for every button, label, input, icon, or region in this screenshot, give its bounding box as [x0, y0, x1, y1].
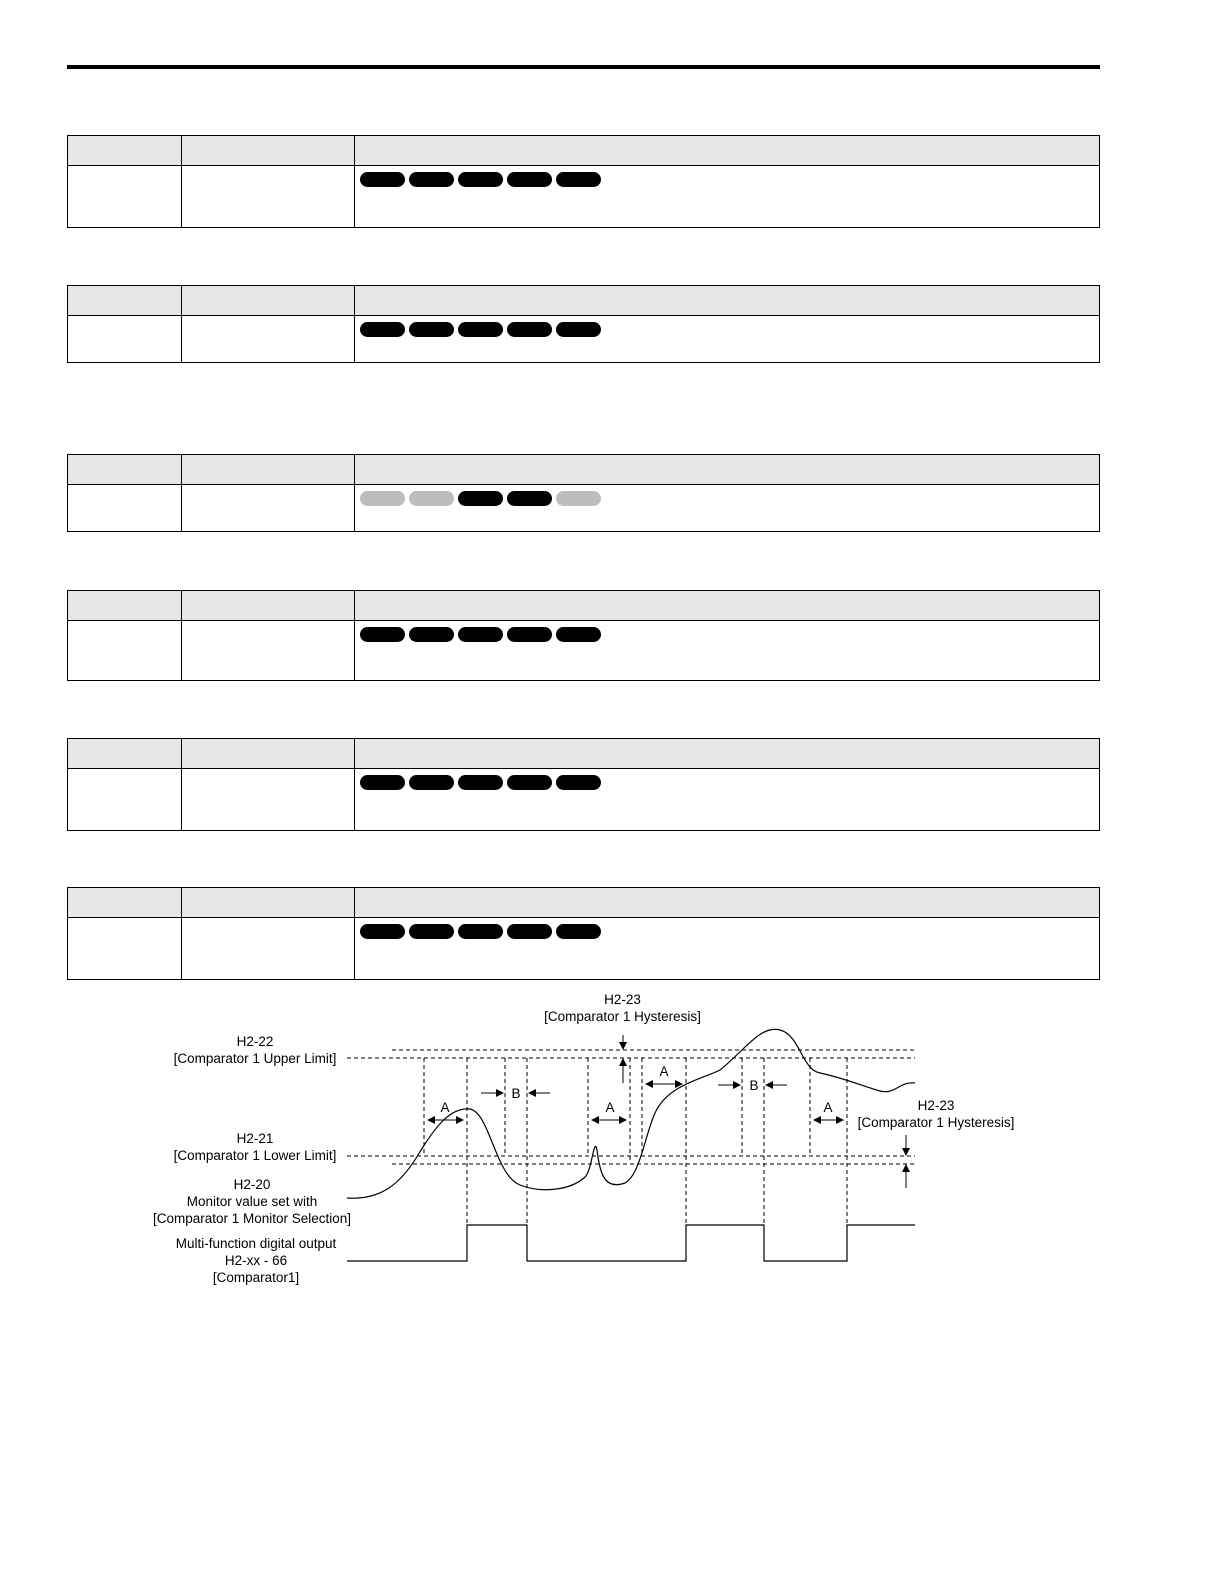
delay-a-label: A — [659, 1064, 669, 1079]
table-row — [68, 621, 1100, 681]
control-mode-badge — [507, 322, 552, 337]
control-mode-badge — [556, 322, 601, 337]
control-mode-badges — [355, 621, 1099, 642]
right-hysteresis-name: [Comparator 1 Hysteresis] — [857, 1115, 1015, 1130]
output-line-1: Multi-function digital output — [175, 1236, 337, 1251]
delay-a-label: A — [605, 1100, 615, 1115]
control-mode-badge — [409, 322, 454, 337]
parameter-table-2 — [67, 285, 1100, 363]
control-mode-badge — [360, 172, 405, 187]
table-header-row — [68, 136, 1100, 166]
header-rule — [67, 65, 1100, 69]
control-mode-badge — [360, 322, 405, 337]
table-header-row — [68, 888, 1100, 918]
parameter-table-5 — [67, 738, 1100, 831]
delay-a-label: A — [823, 1100, 833, 1115]
table-header-row — [68, 739, 1100, 769]
timing-diagram-svg — [0, 985, 1224, 1295]
table-row — [68, 769, 1100, 831]
parameter-table-3 — [67, 454, 1100, 532]
control-mode-badge — [507, 924, 552, 939]
control-mode-badge — [409, 924, 454, 939]
table-row — [68, 918, 1100, 980]
digital-output-waveform — [347, 1225, 915, 1261]
control-mode-badge — [556, 775, 601, 790]
parameter-table-6 — [67, 887, 1100, 980]
monitor-line-1: Monitor value set with — [186, 1194, 318, 1209]
lower-limit-name: [Comparator 1 Lower Limit] — [173, 1148, 337, 1163]
table-row — [68, 485, 1100, 532]
control-mode-badge — [360, 924, 405, 939]
control-mode-badge-disabled — [360, 491, 405, 506]
control-mode-badge — [458, 491, 503, 506]
control-mode-badge — [507, 172, 552, 187]
control-mode-badges — [355, 316, 1099, 337]
comparator-timing-diagram — [0, 985, 1224, 1295]
control-mode-badge — [409, 172, 454, 187]
upper-limit-code: H2-22 — [236, 1034, 274, 1049]
control-mode-badge — [507, 627, 552, 642]
control-mode-badges — [355, 166, 1099, 187]
right-hysteresis-code: H2-23 — [917, 1098, 955, 1113]
monitor-code: H2-20 — [233, 1177, 271, 1192]
top-hysteresis-code: H2-23 — [604, 992, 641, 1007]
parameter-table-4 — [67, 590, 1100, 681]
delay-a-label: A — [440, 1100, 450, 1115]
control-mode-badge — [507, 775, 552, 790]
output-line-2: H2-xx - 66 — [224, 1253, 288, 1268]
output-line-3: [Comparator1] — [212, 1270, 300, 1285]
upper-limit-name: [Comparator 1 Upper Limit] — [173, 1051, 337, 1066]
delay-a-arrows — [428, 1084, 843, 1120]
control-mode-badges — [355, 485, 1099, 506]
table-header-row — [68, 286, 1100, 316]
control-mode-badge — [458, 322, 503, 337]
control-mode-badge — [556, 924, 601, 939]
control-mode-badge — [458, 627, 503, 642]
table-row — [68, 166, 1100, 228]
table-row — [68, 316, 1100, 363]
width-b-label: B — [749, 1078, 759, 1093]
control-mode-badge — [360, 627, 405, 642]
monitor-line-2: [Comparator 1 Monitor Selection] — [152, 1211, 352, 1226]
control-mode-badges — [355, 769, 1099, 790]
top-hysteresis-name: [Comparator 1 Hysteresis] — [544, 1009, 701, 1024]
control-mode-badge — [556, 627, 601, 642]
control-mode-badge — [507, 491, 552, 506]
control-mode-badge — [409, 775, 454, 790]
control-mode-badge — [458, 172, 503, 187]
control-mode-badge — [360, 775, 405, 790]
width-b-label: B — [511, 1086, 521, 1101]
table-header-row — [68, 455, 1100, 485]
control-mode-badge-disabled — [556, 491, 601, 506]
lower-limit-code: H2-21 — [236, 1131, 274, 1146]
control-mode-badge — [458, 775, 503, 790]
control-mode-badge — [409, 627, 454, 642]
control-mode-badge-disabled — [409, 491, 454, 506]
table-header-row — [68, 591, 1100, 621]
control-mode-badges — [355, 918, 1099, 939]
event-markers — [424, 1058, 847, 1225]
control-mode-badge — [458, 924, 503, 939]
control-mode-badge — [556, 172, 601, 187]
parameter-table-1 — [67, 135, 1100, 228]
